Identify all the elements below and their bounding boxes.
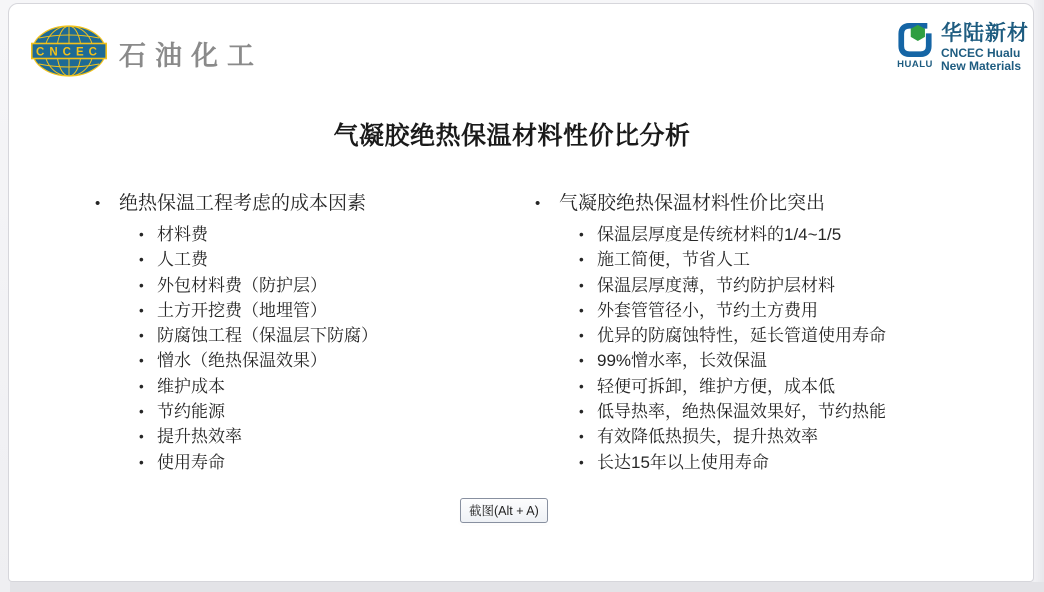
column-heading bbox=[535, 192, 1015, 216]
list-item-text: 优异的防腐蚀特性，延长管道使用寿命 bbox=[597, 326, 886, 346]
bullet-icon: • bbox=[139, 404, 144, 420]
list-item-text: 保温层厚度薄，节约防护层材料 bbox=[597, 275, 835, 295]
column-heading-text: 绝热保温工程考虑的成本因素 bbox=[119, 193, 367, 214]
slide-canvas bbox=[8, 3, 1034, 582]
bullet-icon: • bbox=[139, 277, 144, 293]
hualu-bracket-icon bbox=[897, 22, 933, 58]
list-item bbox=[579, 424, 1015, 449]
list-item-text: 长达15年以上使用寿命 bbox=[597, 452, 769, 472]
list-item-text: 99%憎水率，长效保温 bbox=[597, 351, 768, 371]
screenshot-button[interactable]: 截图(Alt + A) bbox=[460, 498, 548, 523]
hualu-subtitle-2: New Materials bbox=[941, 59, 1022, 73]
list-item bbox=[579, 374, 1015, 399]
list-item-text: 防腐蚀工程（保温层下防腐） bbox=[157, 326, 378, 346]
list-item-text: 施工简便，节省人工 bbox=[597, 250, 750, 270]
bullet-icon: • bbox=[535, 195, 541, 212]
bullet-icon: • bbox=[139, 252, 144, 268]
hualu-logo bbox=[894, 22, 1029, 73]
bullet-list bbox=[139, 222, 525, 475]
list-item bbox=[579, 399, 1015, 424]
list-item bbox=[579, 247, 1015, 272]
list-item-text: 材料费 bbox=[157, 225, 208, 244]
list-item bbox=[139, 247, 525, 272]
window-right-edge bbox=[1034, 0, 1044, 582]
bullet-icon: • bbox=[579, 404, 584, 420]
list-item-text: 低导热率，绝热保温效果好，节约热能 bbox=[597, 402, 886, 422]
column-heading bbox=[95, 192, 525, 216]
list-item bbox=[139, 298, 525, 323]
list-item-text: 保温层厚度是传统材料的1/4~1/5 bbox=[597, 225, 842, 244]
list-item bbox=[579, 323, 1015, 348]
bullet-icon: • bbox=[579, 328, 584, 344]
list-item-text: 外包材料费（防护层） bbox=[157, 275, 327, 295]
bullet-icon: • bbox=[579, 227, 584, 242]
window-bottom-edge bbox=[10, 582, 1044, 592]
bullet-icon: • bbox=[579, 353, 584, 369]
bullet-icon: • bbox=[139, 429, 144, 445]
list-item bbox=[579, 298, 1015, 323]
list-item bbox=[139, 399, 525, 424]
list-item-text: 憎水（绝热保温效果） bbox=[157, 351, 327, 371]
list-item bbox=[579, 450, 1015, 475]
list-item bbox=[139, 374, 525, 399]
hualu-subtitle-1: CNCEC Hualu bbox=[941, 46, 1021, 60]
petrochemical-wordmark: 石油化工 bbox=[119, 41, 263, 72]
cost-factors-column bbox=[95, 192, 525, 475]
cncec-banner-text: CNCEC bbox=[36, 46, 102, 59]
list-item-text: 使用寿命 bbox=[157, 452, 225, 472]
bullet-icon: • bbox=[139, 227, 144, 242]
bullet-icon: • bbox=[579, 252, 584, 268]
advantages-column bbox=[535, 192, 1015, 475]
bullet-icon: • bbox=[139, 328, 144, 344]
list-item bbox=[139, 323, 525, 348]
bullet-icon: • bbox=[139, 454, 144, 470]
list-item-text: 外套管管径小，节约土方费用 bbox=[597, 300, 818, 320]
bullet-icon: • bbox=[139, 353, 144, 369]
bullet-icon: • bbox=[579, 378, 584, 394]
bullet-icon: • bbox=[95, 195, 101, 212]
list-item bbox=[579, 222, 1015, 247]
list-item-text: 人工费 bbox=[157, 250, 208, 270]
list-item bbox=[139, 222, 525, 247]
column-heading-text: 气凝胶绝热保温材料性价比突出 bbox=[559, 193, 826, 214]
bullet-icon: • bbox=[139, 378, 144, 394]
list-item-text: 提升热效率 bbox=[157, 427, 242, 447]
list-item bbox=[579, 348, 1015, 373]
bullet-icon: • bbox=[579, 454, 584, 470]
slide-title: 气凝胶绝热保温材料性价比分析 bbox=[333, 122, 691, 150]
list-item-text: 土方开挖费（地埋管） bbox=[157, 300, 327, 320]
list-item bbox=[139, 348, 525, 373]
hualu-wordmark-zh: 华陆新材 bbox=[941, 22, 1029, 45]
list-item bbox=[139, 424, 525, 449]
bullet-icon: • bbox=[139, 302, 144, 318]
cncec-globe-icon bbox=[31, 21, 107, 83]
list-item bbox=[579, 273, 1015, 298]
list-item-text: 节约能源 bbox=[157, 402, 225, 422]
list-item bbox=[139, 273, 525, 298]
list-item-text: 维护成本 bbox=[157, 376, 225, 396]
bullet-icon: • bbox=[579, 429, 584, 445]
list-item-text: 有效降低热损失，提升热效率 bbox=[597, 427, 818, 447]
list-item bbox=[139, 450, 525, 475]
bullet-icon: • bbox=[579, 302, 584, 318]
list-item-text: 轻便可拆卸，维护方便，成本低 bbox=[597, 376, 835, 396]
bullet-icon: • bbox=[579, 277, 584, 293]
hualu-badge-text: HUALU bbox=[897, 59, 933, 70]
bullet-list bbox=[579, 222, 1015, 475]
